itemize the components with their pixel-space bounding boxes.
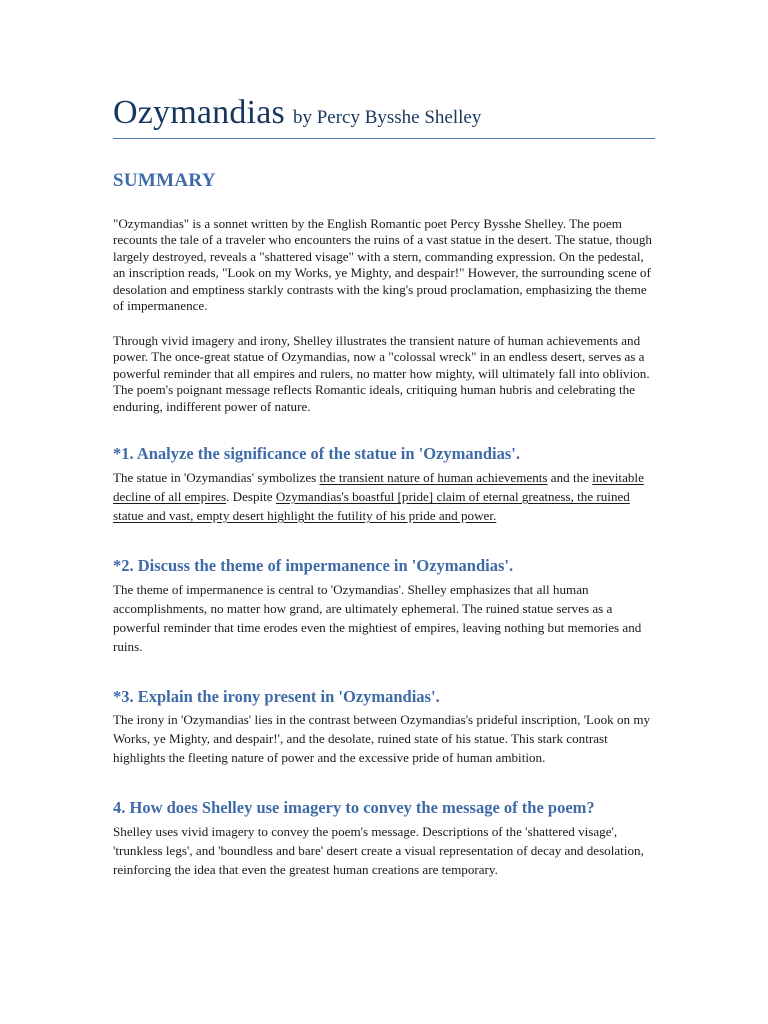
question-4-heading: 4. How does Shelley use imagery to convey the message of the poem? <box>113 798 595 817</box>
title-block <box>113 94 655 139</box>
question-3-heading: *3. Explain the irony present in 'Ozymandias'. <box>113 687 440 706</box>
summary-paragraph-2: Through vivid imagery and irony, Shelley illustrates the transient nature of human achievements and power. The once-great statue of Ozymandias, now a "colossal wreck" in an endless desert, serves as a powerful reminder that all empires and rulers, no matter how mighty, will ultimately fall into oblivion. The poem's poignant message reflects Romantic ideals, critiquing human hubris and celebrating the enduring, indifferent power of nature. <box>113 333 650 414</box>
answer-1-text-2: and the <box>547 470 593 485</box>
answer-1-underline-2: inevitable decline of all empires <box>113 470 644 504</box>
question-3-answer: The irony in 'Ozymandias' lies in the contrast between Ozymandias's prideful inscription, 'Look on my Works, ye Mighty, and despair!', and the desolate, ruined state of his statue. This stark contrast highlights the fleeting nature of power and the excessive pride of human ambition. <box>113 712 651 765</box>
question-2-heading: *2. Discuss the theme of impermanence in 'Ozymandias'. <box>113 556 514 575</box>
summary-paragraph-1: "Ozymandias" is a sonnet written by the English Romantic poet Percy Bysshe Shelley. The poem recounts the tale of a traveler who encounters the ruins of a vast statue in the desert. The statue, though largely destroyed, reveals a "shattered visage" with a stern, commanding expression. On the pedestal, an inscription reads, "Look on my Works, ye Mighty, and despair!" However, the surrounding scene of desolation and emptiness starkly contrasts with the king's proud proclamation, emphasizing the theme of impermanence. <box>113 216 652 314</box>
answer-1-text-3: . Despite <box>226 489 276 504</box>
summary-heading: SUMMARY <box>113 170 216 191</box>
page-title: Ozymandias <box>113 94 285 131</box>
answer-1-text-1: The statue in 'Ozymandias' symbolizes <box>113 470 320 485</box>
question-1-heading: *1. Analyze the significance of the statue in 'Ozymandias'. <box>113 444 520 463</box>
question-1-answer <box>113 468 655 525</box>
page-byline: by Percy Bysshe Shelley <box>292 107 482 128</box>
answer-1-underline-1: the transient nature of human achievements <box>319 470 548 485</box>
question-4-answer: Shelley uses vivid imagery to convey the poem's message. Descriptions of the 'shattered visage', 'trunkless legs', and 'boundless and bare' desert create a visual representation of decay and desolation, reinforcing the idea that even the greatest human creations are temporary. <box>113 824 644 877</box>
question-2-answer: The theme of impermanence is central to 'Ozymandias'. Shelley emphasizes that all human accomplishments, no matter how grand, are ultimately ephemeral. The ruined statue serves as a powerful reminder that time erodes even the mightiest of empires, leaving nothing but memories and ruins. <box>113 582 642 654</box>
answer-1-underline-3: Ozymandias's boastful [pride] claim of eternal greatness, the ruined statue and vast, empty desert highlight the futility of his pride and power. <box>113 489 630 523</box>
